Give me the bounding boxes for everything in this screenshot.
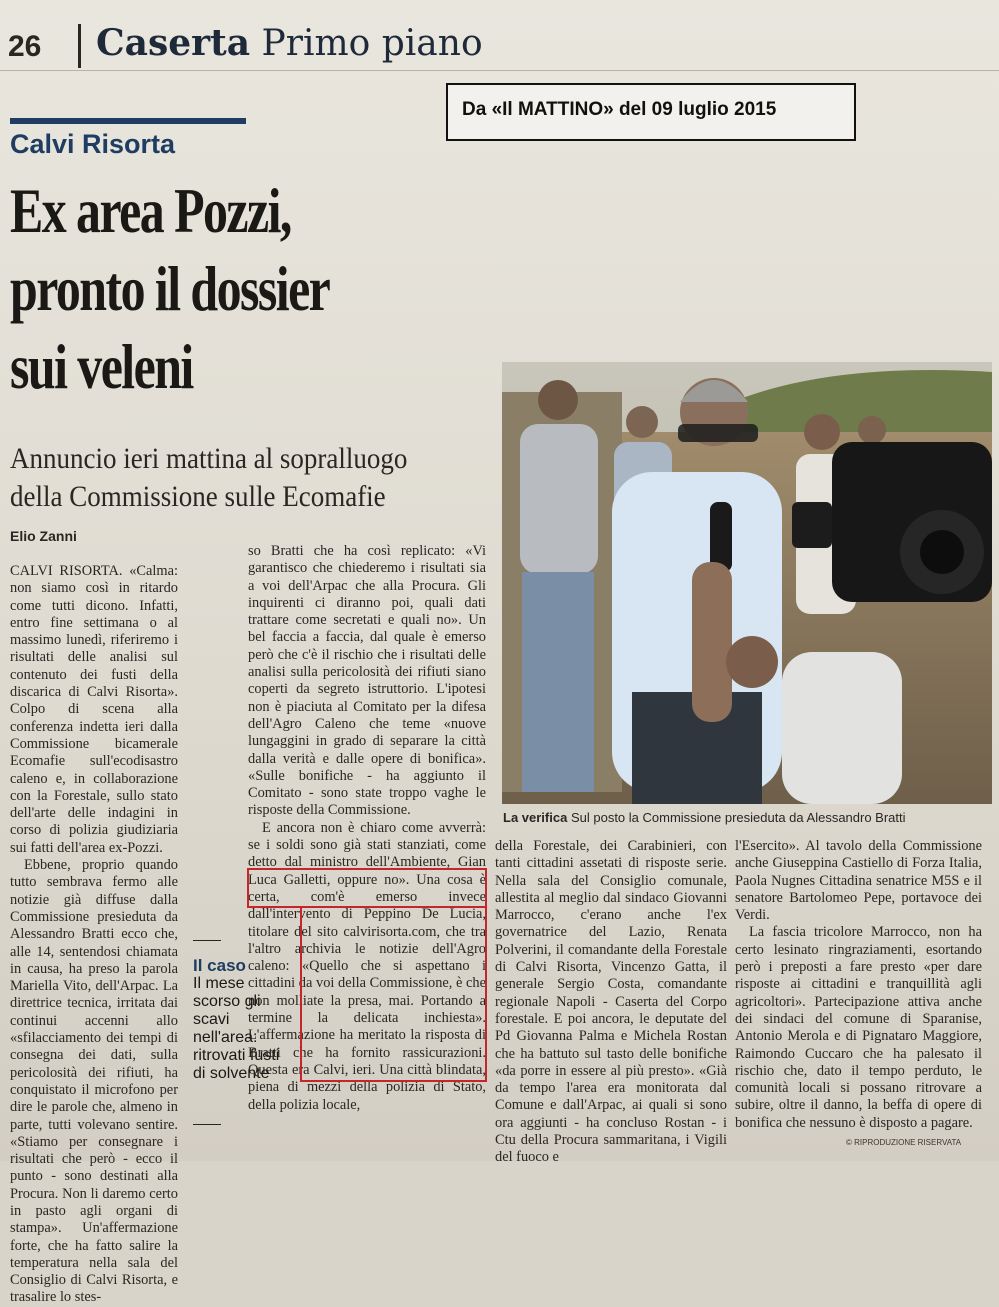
article-headline — [10, 172, 392, 406]
column2-paragraph-1: so Bratti che ha così replicato: «Vi garantisco che chiederemo i risultati sia a voi dell'Arpac che alla Procura. Gli inquirenti ci diranno poi, quali dati trattare come secretati e quali no». Un bel faccia a faccia, dal quale è emerso però che c'è il rischio che i risultati delle analisi sulla pericolosità dei rifiuti siano coperti da segreto istruttorio. L'ipotesi non è piaciuta al Comitato per la difesa dell'Agro Caleno che teme «nuove lungaggini in grado di separare la città dalla verità e dalle opere di bonifica». «Sulle bonifiche - ha aggiunto il Comitato - sono state troppo vaghe le risposte della Commissione. — [248, 543, 486, 819]
column1-paragraph-2: Ebbene, proprio quando tutto sembrava fermo alle notizie già diffuse dalla Commissione presieduta da Alessandro Bratti ecco che, alle 14, sentendosi chiamata in causa, ha preso la parola Mariella Vito, dell'Arpac. La direttrice tecnica, irritata dai continui accenni allo «sfilacciamento dei tempi di consegna dei dati, sulla pericolosità dei rifiuti, ha conquistato il microfono per dire le parole che, almeno in parte, tutti volevano sentire. «Stiamo per consegnare i risultati che però - ecco il punto - sono destinati alla Procura. Non li daremo certo in pasto agli organi di stampa». Un'affermazione forte, che ha fatto salire la temperatura nella sala del Consiglio di Calvi Risorta, e trasalire lo stes- — [10, 857, 178, 1306]
highlight-box-top — [247, 868, 487, 908]
sidebar-il-caso — [193, 957, 283, 1083]
subhead-line-1: Annuncio ieri mattina al sopralluogo — [10, 442, 408, 475]
headline-line-2: pronto il dossier — [10, 253, 330, 324]
article-byline: Elio Zanni — [10, 528, 77, 544]
sidebar-top-rule — [193, 940, 221, 941]
column1-paragraph-1: CALVI RISORTA. «Calma: non siamo così in ritardo come tutti dicono. Infatti, entro fine settimana o al massimo lunedì, riferiremo i risultati delle analisi sul contenuto dei fusti della discarica di Calvi Risorta». Colpo di scena alla conferenza indetta ieri dalla Commissione bicamerale Ecomafie sull'ecodisastro caleno e, in collaborazione con la Forestale, sullo stato dell'arte delle indagini in corso di polizia giudiziaria sui fatti dell'area ex-Pozzi. — [10, 563, 178, 856]
column4-paragraph-1: l'Esercito». Al tavolo della Commissione anche Giuseppina Castiello di Forza Italia, Paola Nugnes Cittadina senatrice M5S e il senatore Bartolomeo Pepe, portavoce dei Verdi. — [735, 838, 982, 924]
section-subname: Primo piano — [261, 23, 483, 64]
header-divider — [78, 24, 81, 68]
sidebar-bottom-rule — [193, 1124, 221, 1125]
column4-paragraph-2: La fascia tricolore Marrocco, non ha certo lesinato ringraziamenti, esortando però i preposti a fare presto «per dare risposte ai cittadini e tranquillità agli agricoltori». Partecipazione attiva anche dei sindaci del comune di Sparanise, Antonio Merola e di Pignataro Maggiore, Raimondo Cuccaro che ha palesato il rischio che, dato il tempo perduto, le comunità locali si possano ritrovare a subire, oltre il danno, la beffa di opere di bonifica che nessuno è disposto a pagare. — [735, 924, 982, 1131]
column2-paragraph-2: E ancora non è chiaro come avverrà: se i soldi sono già stati stanziati, come detto dal ministro dell'Ambiente, Gian Luca Galletti, oppure no». Una cosa è certa, com'è emerso invece dall'intervento di Peppino De Lucia, titolare del sito calvirisorta.com, che tra l'altro archivia le notizie dell'Agro caleno: «Quello che si aspettano i cittadini da voi della Commissione, è che non molliate la presa, mai. Portando a termine la delicata inchiesta». L'affermazione ha meritato la risposta di Bratti che ha fornito rassicurazioni. Questa era Calvi, ieri. Una città blindata, piena di mezzi della polizia di Stato, della polizia locale, — [248, 819, 486, 1113]
article-column-3 — [495, 838, 727, 1167]
article-kicker: Calvi Risorta — [10, 129, 176, 159]
section-title — [96, 22, 483, 64]
article-subheadline — [10, 440, 460, 516]
caption-text: Sul posto la Commissione presieduta da Alessandro Bratti — [570, 810, 906, 825]
subhead-line-2: della Commissione sulle Ecomafie — [10, 480, 386, 513]
photo-illustration — [502, 362, 992, 804]
column3-paragraph-1: della Forestale, dei Carabinieri, con tanti cittadini assetati di risposte serie. Nella sala del Consiglio comunale, allestita al meglio dal sindaco Giovanni Marrocco, c'erano anche l'ex governatrice del Lazio, Renata Polverini, il comandante della Forestale di Calvi Risorta, Vincenzo Gatta, il generale Sergio Costa, comandante regionale Napoli - Caserta del Corpo forestale. E poi ancora, le deputate del Pd Giovanna Palma e Michela Rostan che ha battuto sul tasto delle bonifiche «da porre in essere al più presto». «Già da tempo l'area era monitorata dal Comune e dall'Arpac, ai quali si sono ora aggiunti - ha concluso Rostan - i Ctu della Procura sammaritana, i Vigili del fuoco e — [495, 838, 727, 1166]
article-column-4 — [735, 838, 982, 1132]
page-header — [0, 0, 999, 71]
headline-line-1: Ex area Pozzi, — [10, 175, 291, 246]
article-photo — [502, 362, 992, 804]
photo-caption — [503, 810, 983, 825]
sidebar-text: Il mese scorso gli scavi nell'area: ritrovati fusti di solvente — [193, 975, 280, 1082]
highlight-box-bottom — [300, 906, 487, 1082]
section-name: Caserta — [96, 22, 251, 64]
source-note-box: Da «Il MATTINO» del 09 luglio 2015 — [446, 83, 856, 141]
copyright-notice: © RIPRODUZIONE RISERVATA — [846, 1138, 962, 1147]
caption-label: La verifica — [503, 810, 568, 825]
page-number: 26 — [8, 30, 42, 63]
article-column-1 — [10, 563, 178, 1307]
kicker-bar — [10, 118, 246, 124]
headline-line-3: sui veleni — [10, 331, 193, 402]
sidebar-title: Il caso — [193, 956, 246, 975]
